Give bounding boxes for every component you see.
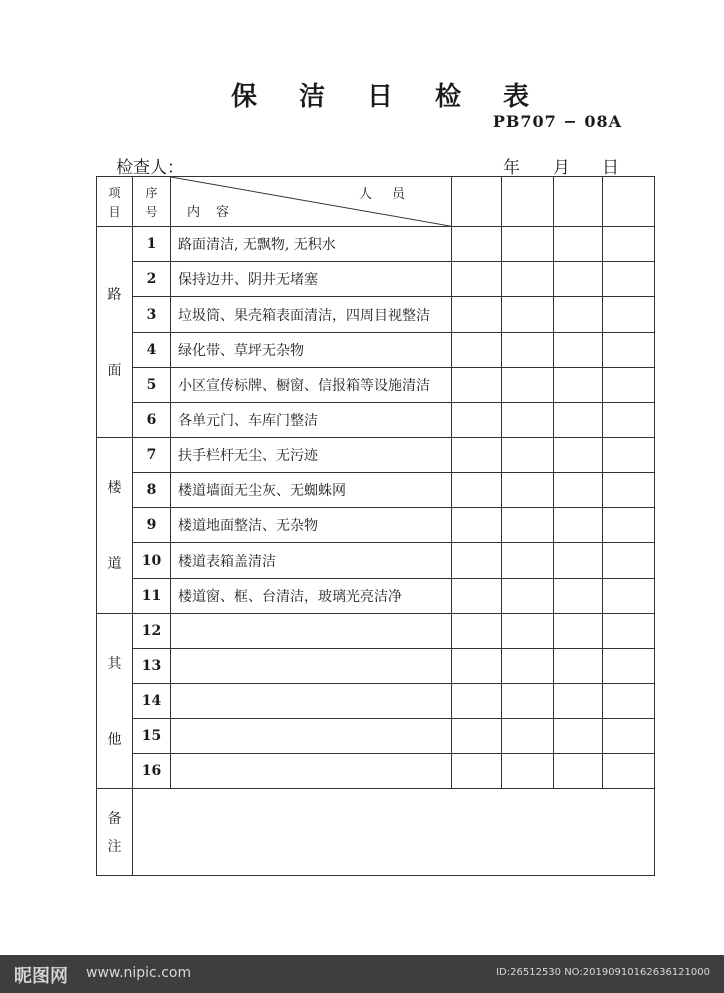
row-number: 13 [133, 648, 171, 683]
row-content: 楼道窗、框、台清洁，玻璃光亮洁净 [171, 578, 452, 613]
category-label: 他 [107, 732, 122, 749]
row-number: 6 [133, 402, 171, 437]
remarks-char: 备 [107, 811, 122, 828]
check-cell[interactable] [452, 508, 502, 543]
category-cell [97, 438, 133, 614]
row-number: 7 [133, 438, 171, 473]
remarks-label [97, 789, 133, 876]
check-cell[interactable] [452, 648, 502, 683]
row-content [171, 754, 452, 789]
table-row [97, 402, 655, 437]
row-number: 1 [133, 227, 171, 262]
row-number: 8 [133, 473, 171, 508]
check-cell[interactable] [502, 508, 554, 543]
row-content: 绿化带、草坪无杂物 [171, 332, 452, 367]
row-number: 15 [133, 719, 171, 754]
category-label: 楼 [107, 480, 122, 497]
category-cell [97, 613, 133, 789]
row-content [171, 648, 452, 683]
row-content [171, 613, 452, 648]
check-cell[interactable] [603, 648, 655, 683]
staff-cell[interactable] [603, 177, 655, 227]
row-content: 保持边井、阴井无堵塞 [171, 262, 452, 297]
check-cell[interactable] [554, 297, 603, 332]
check-cell[interactable] [452, 332, 502, 367]
table-row [97, 367, 655, 402]
check-cell[interactable] [452, 262, 502, 297]
check-cell[interactable] [502, 332, 554, 367]
check-cell[interactable] [452, 754, 502, 789]
check-cell[interactable] [452, 684, 502, 719]
remarks-row [97, 789, 655, 876]
table-row [97, 297, 655, 332]
check-cell[interactable] [554, 332, 603, 367]
row-number: 4 [133, 332, 171, 367]
category-cell [97, 227, 133, 438]
form-code: PB707 − 08A [492, 112, 622, 131]
number-header: 序 号 [133, 177, 171, 227]
category-label: 其 [107, 656, 122, 673]
check-cell[interactable] [452, 543, 502, 578]
row-number: 9 [133, 508, 171, 543]
check-cell[interactable] [603, 262, 655, 297]
check-cell[interactable] [554, 438, 603, 473]
check-cell[interactable] [502, 262, 554, 297]
table-row [97, 719, 655, 754]
date-year-label: 年 [503, 158, 520, 178]
check-cell[interactable] [554, 543, 603, 578]
row-content: 扶手栏杆无尘、无污迹 [171, 438, 452, 473]
staff-cell[interactable] [452, 177, 502, 227]
header-row [97, 177, 655, 227]
check-cell[interactable] [452, 402, 502, 437]
check-cell[interactable] [603, 543, 655, 578]
table-row [97, 684, 655, 719]
table-row [97, 473, 655, 508]
row-number: 3 [133, 297, 171, 332]
row-content: 楼道表箱盖清洁 [171, 543, 452, 578]
form-title: 保 洁 日 检 表 [230, 82, 530, 112]
check-cell[interactable] [502, 473, 554, 508]
table-row [97, 508, 655, 543]
check-cell[interactable] [554, 754, 603, 789]
check-cell[interactable] [554, 473, 603, 508]
check-cell[interactable] [603, 367, 655, 402]
check-cell[interactable] [554, 578, 603, 613]
content-label: 内容 [187, 205, 246, 220]
check-cell[interactable] [554, 227, 603, 262]
check-cell[interactable] [554, 684, 603, 719]
watermark-url: www.nipic.com [86, 965, 192, 981]
row-content: 垃圾筒、果壳箱表面清洁，四周目视整洁 [171, 297, 452, 332]
table-row [97, 332, 655, 367]
row-number: 11 [133, 578, 171, 613]
row-number: 14 [133, 684, 171, 719]
check-cell[interactable] [554, 367, 603, 402]
remarks-field[interactable] [133, 789, 655, 876]
check-cell[interactable] [502, 543, 554, 578]
check-cell[interactable] [452, 227, 502, 262]
row-content [171, 719, 452, 754]
check-cell[interactable] [502, 648, 554, 683]
check-cell[interactable] [452, 719, 502, 754]
category-label: 面 [107, 363, 122, 380]
check-cell[interactable] [502, 438, 554, 473]
row-content: 路面清洁, 无飘物, 无积水 [171, 227, 452, 262]
check-cell[interactable] [502, 578, 554, 613]
check-cell[interactable] [452, 367, 502, 402]
check-cell[interactable] [554, 262, 603, 297]
table-row [97, 648, 655, 683]
check-cell[interactable] [452, 438, 502, 473]
check-cell[interactable] [603, 613, 655, 648]
remarks-char: 注 [107, 839, 122, 856]
watermark-logo: 昵图网 [14, 966, 68, 987]
category-header: 项 目 [97, 177, 133, 227]
date-month-label: 月 [553, 158, 570, 178]
date-day-label: 日 [602, 158, 619, 178]
check-cell[interactable] [603, 473, 655, 508]
check-cell[interactable] [603, 402, 655, 437]
table-row [97, 438, 655, 473]
check-cell[interactable] [452, 613, 502, 648]
check-cell[interactable] [452, 297, 502, 332]
check-cell[interactable] [502, 367, 554, 402]
diagonal-header-cell [171, 177, 452, 227]
row-content [171, 684, 452, 719]
category-label: 道 [107, 556, 122, 573]
check-cell[interactable] [603, 684, 655, 719]
check-cell[interactable] [603, 297, 655, 332]
check-cell[interactable] [502, 402, 554, 437]
check-cell[interactable] [502, 754, 554, 789]
table-row [97, 543, 655, 578]
check-cell[interactable] [603, 438, 655, 473]
inspector-label: 检查人： [116, 158, 184, 178]
check-cell[interactable] [603, 719, 655, 754]
check-cell[interactable] [502, 297, 554, 332]
check-cell[interactable] [603, 578, 655, 613]
watermark-id: ID:26512530 NO:20190910162636121000 [496, 967, 710, 978]
row-number: 5 [133, 367, 171, 402]
table-row [97, 227, 655, 262]
check-cell[interactable] [502, 719, 554, 754]
check-cell[interactable] [554, 648, 603, 683]
check-cell[interactable] [603, 332, 655, 367]
check-cell[interactable] [554, 719, 603, 754]
row-number: 2 [133, 262, 171, 297]
check-cell[interactable] [554, 402, 603, 437]
check-cell[interactable] [502, 613, 554, 648]
row-content: 各单元门、车库门整洁 [171, 402, 452, 437]
inspection-table [96, 176, 655, 876]
row-content: 楼道地面整洁、无杂物 [171, 508, 452, 543]
check-cell[interactable] [452, 578, 502, 613]
row-number: 16 [133, 754, 171, 789]
table-row [97, 262, 655, 297]
check-cell[interactable] [603, 754, 655, 789]
check-cell[interactable] [452, 473, 502, 508]
check-cell[interactable] [554, 508, 603, 543]
check-cell[interactable] [554, 613, 603, 648]
staff-label: 人员 [358, 187, 425, 202]
table-row [97, 578, 655, 613]
row-number: 12 [133, 613, 171, 648]
row-number: 10 [133, 543, 171, 578]
table-row [97, 754, 655, 789]
check-cell[interactable] [502, 227, 554, 262]
row-content: 楼道墙面无尘灰、无蜘蛛网 [171, 473, 452, 508]
check-cell[interactable] [502, 684, 554, 719]
check-cell[interactable] [603, 227, 655, 262]
table-row [97, 613, 655, 648]
category-label: 路 [107, 287, 122, 304]
check-cell[interactable] [603, 508, 655, 543]
row-content: 小区宣传标牌、橱窗、信报箱等设施清洁 [171, 367, 452, 402]
staff-cell[interactable] [554, 177, 603, 227]
staff-cell[interactable] [502, 177, 554, 227]
